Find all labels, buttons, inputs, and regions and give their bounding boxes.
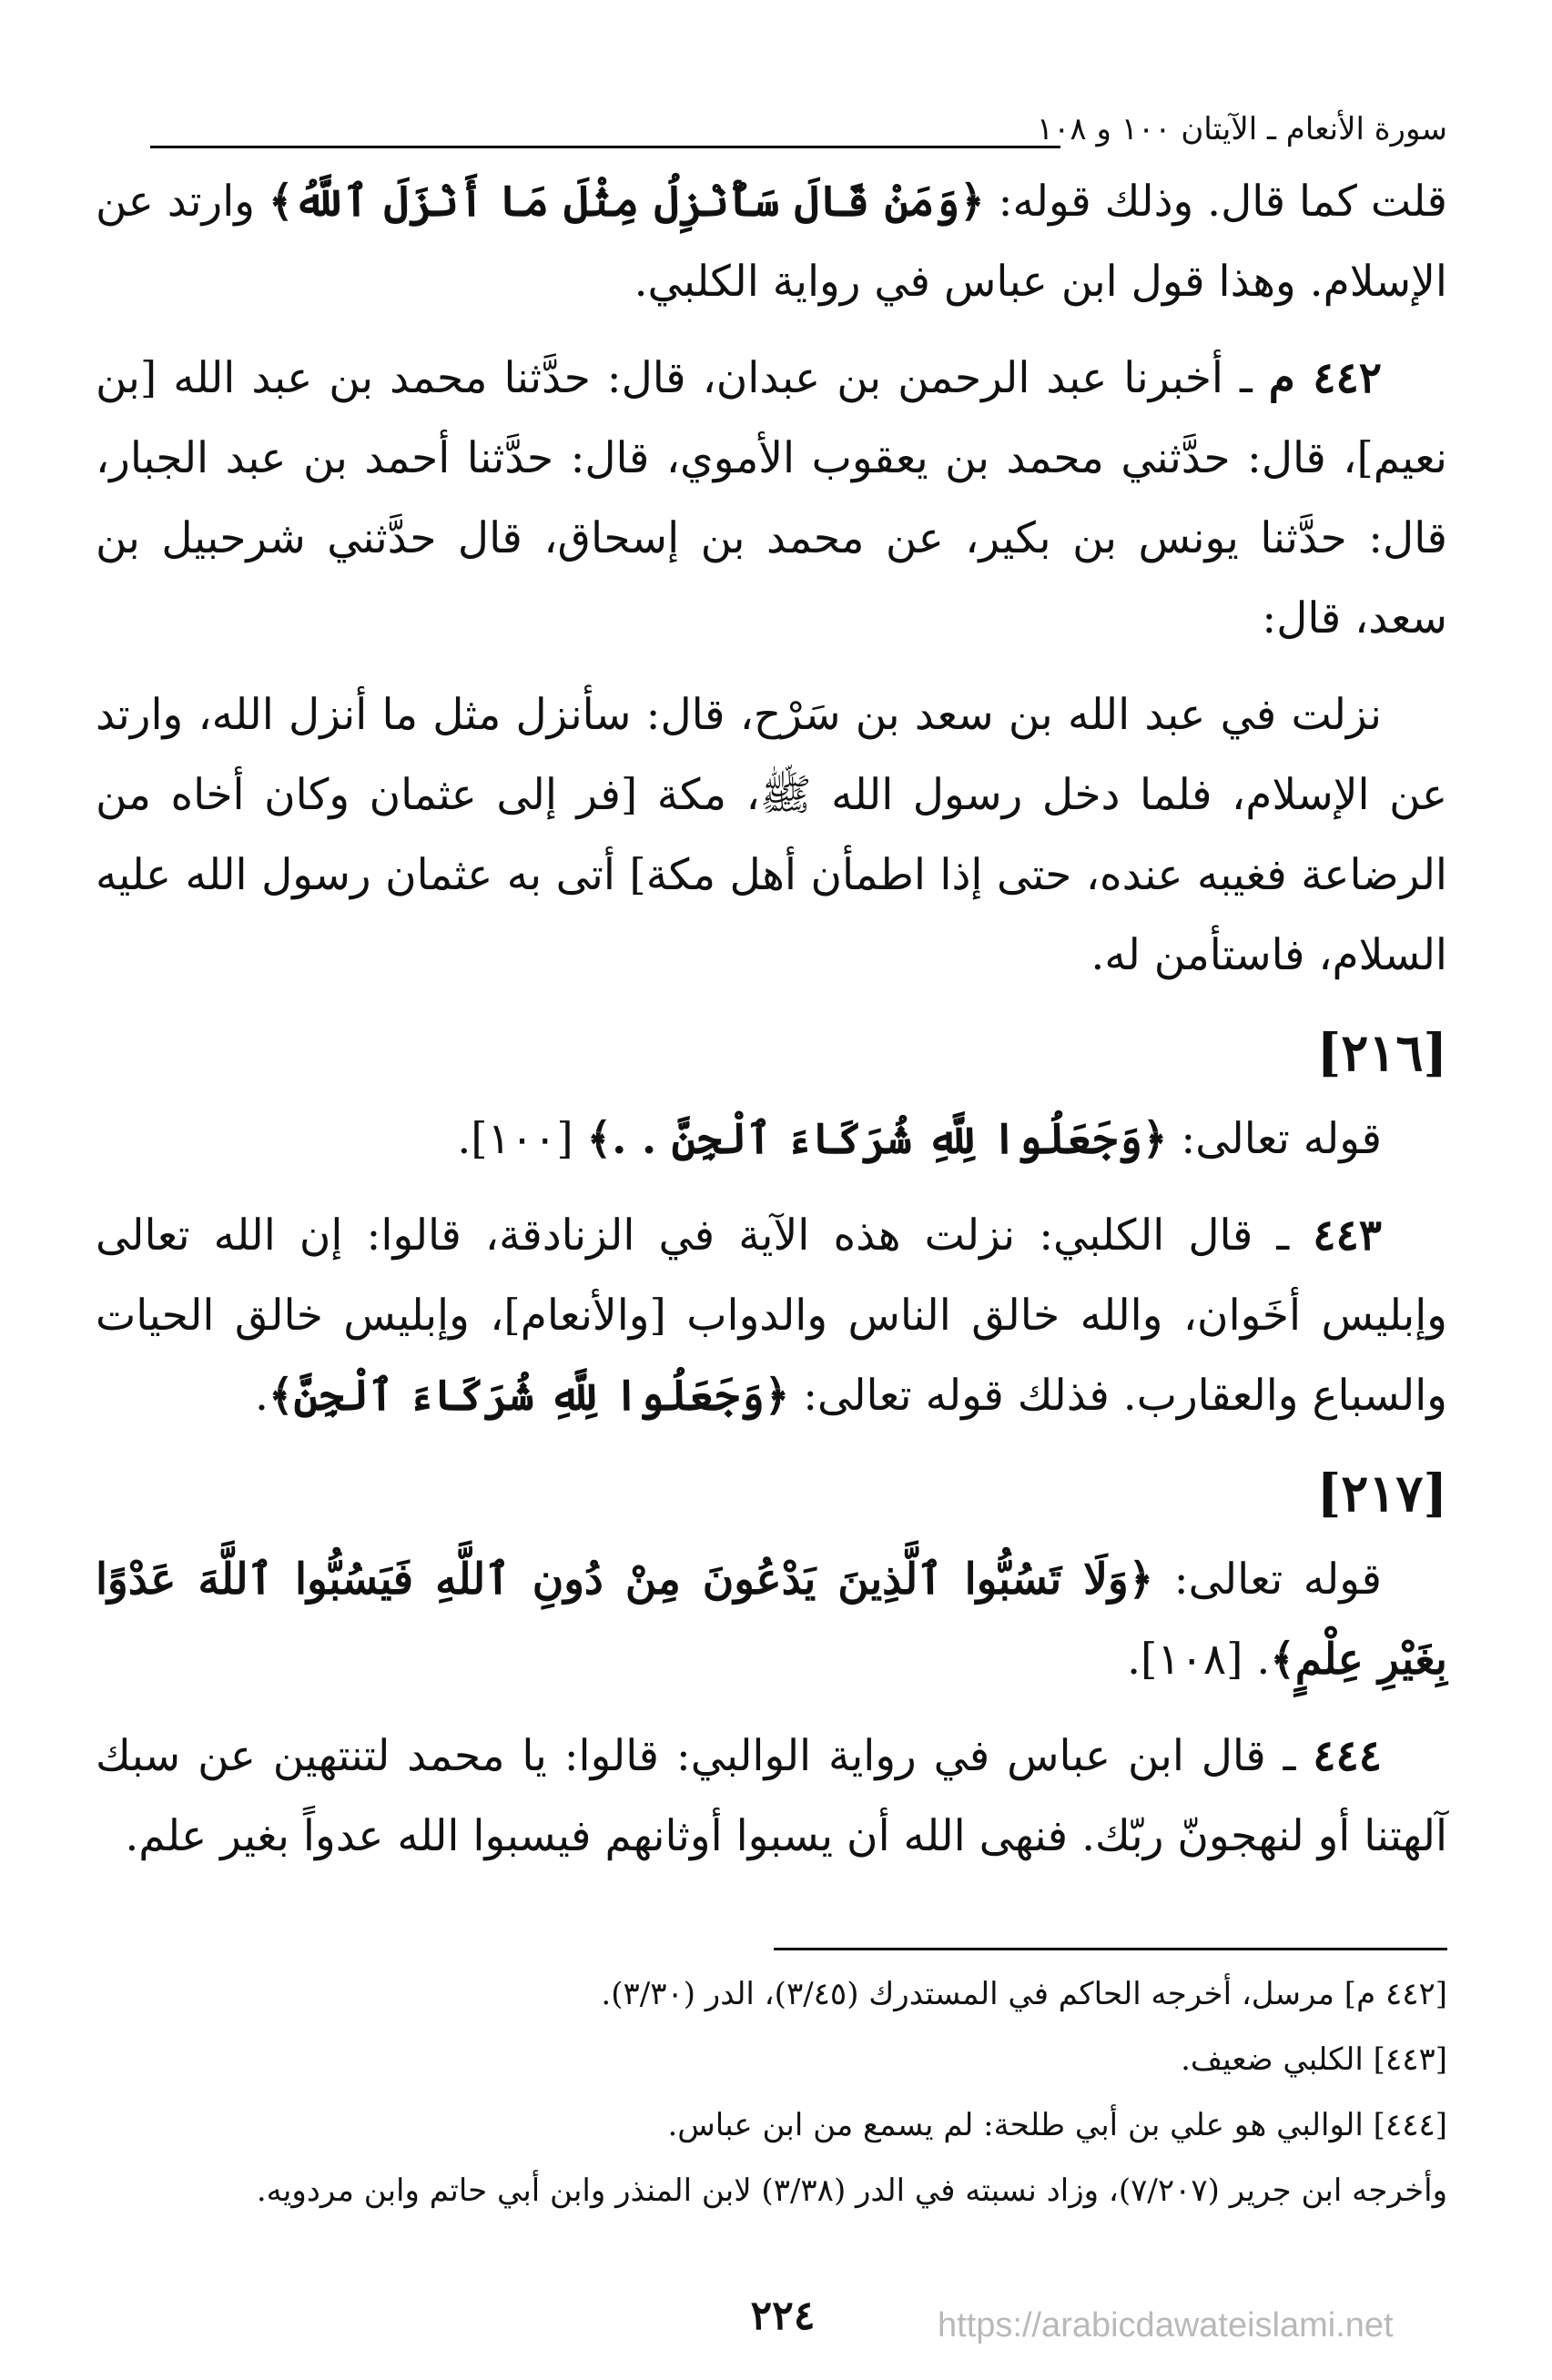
section-number-216: [٢١٦]: [1316, 1023, 1447, 1083]
hadith-443-text: ـ قال الكلبي: نزلت هذه الآية في الزنادقة، قالوا: إن الله تعالى وإبليس أخَوان، والله خالق الناس والدواب [والأنعام]، وإبليس خالق الحيات والسباع والعقارب. فذلك قوله تعالى:: [96, 1210, 1447, 1421]
quran-verse-108: ﴿وَلَا تَسُبُّوا ٱلَّذِينَ يَدْعُونَ مِنْ دُونِ ٱللَّهِ فَيَسُبُّوا ٱللَّهَ عَدْوًا بِغَيْرِ عِلْمٍ﴾: [96, 1555, 1447, 1685]
paragraph-verse-100: [96, 1099, 1447, 1180]
hadith-443: [96, 1196, 1447, 1436]
verse-100-pre: قوله تعالى:: [1167, 1114, 1382, 1164]
page-number: ٢٢٤: [750, 2293, 816, 2339]
hadith-444-number: ٤٤٤: [1313, 1731, 1382, 1781]
verse-108-post: . [١٠٨].: [1127, 1635, 1271, 1685]
running-header: سورة الأنعام ـ الآيتان ١٠٠ و ١٠٨: [1036, 111, 1447, 147]
quran-verse-1: ﴿وَمَنْ قَالَ سَأُنْزِلُ مِثْلَ مَا أَنْزَلَ ٱللَّهُ﴾: [268, 177, 985, 227]
paragraph-1-post: وارتد عن الإسلام. وهذا قول ابن عباس في رواية الكلبي.: [96, 177, 1447, 307]
hadith-443-post: .: [254, 1371, 269, 1421]
footnote-rule: [774, 1948, 1447, 1950]
footnote-444: [٤٤٤] الوالبي هو علي بن أبي طلحة: لم يسمع من ابن عباس.: [667, 2107, 1447, 2143]
main-text: [96, 162, 1447, 1893]
paragraph-1: [96, 162, 1447, 322]
hadith-442: [96, 339, 1447, 659]
quran-verse-100: ﴿وَجَعَلُوا لِلَّهِ شُرَكَاءَ ٱلْجِنَّ . .﴾: [586, 1114, 1168, 1164]
footnote-444-continued: وأخرجه ابن جرير (٧/٢٠٧)، وزاد نسبته في الدر (٣/٣٨) لابن المنذر وابن أبي حاتم وابن مردويه.: [256, 2172, 1447, 2209]
hadith-442-text: ـ أخبرنا عبد الرحمن بن عبدان، قال: حدَّثنا محمد بن عبد الله [بن نعيم]، قال: حدَّثني محمد بن يعقوب الأموي، قال: حدَّثنا أحمد بن عبد الجبار، قال: حدَّثنا يونس بن بكير، عن محمد بن إسحاق، قال حدَّثني شرحبيل بن سعد، قال:: [96, 353, 1447, 643]
hadith-444: [96, 1717, 1447, 1877]
quran-verse-100-repeat: ﴿وَجَعَلُوا لِلَّهِ شُرَكَاءَ ٱلْجِنَّ﴾: [268, 1371, 790, 1421]
hadith-444-text: ـ قال ابن عباس في رواية الوالبي: قالوا: يا محمد لتنتهين عن سبك آلهتنا أو لنهجونّ ربّك. فنهى الله أن يسبوا أوثانهم فيسبوا الله عدواً بغير علم.: [96, 1731, 1447, 1861]
hadith-442-number: ٤٤٢ م: [1268, 353, 1382, 403]
hadith-443-number: ٤٤٣: [1313, 1210, 1382, 1261]
header-rule: [150, 146, 1060, 148]
verse-108-pre: قوله تعالى:: [1153, 1555, 1382, 1605]
paragraph-1-pre: قلت كما قال. وذلك قوله:: [984, 177, 1448, 227]
hadith-442-matn-text: نزلت في عبد الله بن سعد بن سَرْح، قال: سأنزل مثل ما أنزل الله، وارتد عن الإسلام، فلما دخل رسول الله ﷺ، مكة [فر إلى عثمان وكان أخاه من الرضاعة فغيبه عنده، حتى إذا اطمأن أهل مكة] أتى به عثمان رسول الله عليه السلام، فاستأمن له.: [96, 690, 1447, 980]
verse-100-post: [١٠٠].: [457, 1114, 587, 1164]
paragraph-verse-108: [96, 1540, 1447, 1700]
footnotes: [96, 1964, 1447, 2226]
section-number-217: [٢١٧]: [1316, 1463, 1447, 1524]
footnote-442: [٤٤٢ م] مرسل، أخرجه الحاكم في المستدرك (٣/٤٥)، الدر (٣/٣٠).: [601, 1976, 1447, 2012]
footnote-443: [٤٤٣] الكلبي ضعيف.: [1181, 2041, 1447, 2078]
hadith-442-matn: [96, 675, 1447, 996]
watermark-url: https://arabicdawateislami.net: [938, 2306, 1394, 2345]
